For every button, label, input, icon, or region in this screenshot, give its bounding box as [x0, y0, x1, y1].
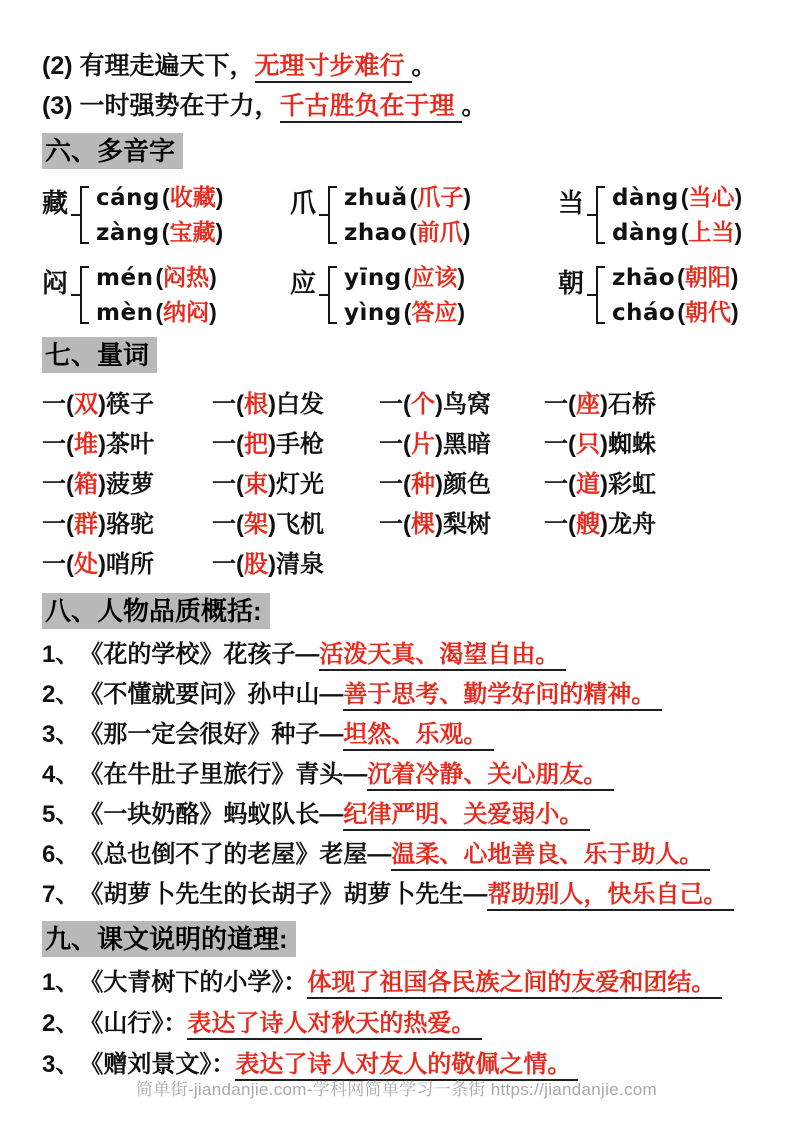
sentence-prefix: (3) 一时强势在于力，	[42, 92, 280, 120]
qa-item	[42, 969, 765, 997]
measure-word: 把	[244, 431, 268, 458]
polyphone-entry	[290, 179, 558, 251]
item-prompt: 《一块奶酪》蚂蚁队长—	[91, 801, 344, 828]
item-prompt: 《大青树下的小学》：	[91, 969, 308, 996]
item-prefix: 一(	[42, 511, 74, 538]
proverb-fill-in-lines	[42, 46, 765, 126]
item-prompt: 《总也倒不了的老屋》老屋—	[91, 841, 392, 868]
reading-line	[344, 181, 471, 214]
measure-word-item	[42, 465, 212, 505]
answer-text: 体现了祖国各民族之间的友爱和团结。	[307, 969, 722, 999]
item-prefix: 一(	[42, 471, 74, 498]
item-prompt: 《山行》：	[91, 1010, 188, 1037]
paren: (	[403, 264, 412, 290]
readings-group	[96, 181, 223, 249]
pinyin: zhāo	[612, 265, 676, 291]
polyphone-entry	[42, 259, 290, 331]
paren: (	[161, 219, 170, 245]
measure-word: 群	[74, 511, 98, 538]
example-word: 当心	[688, 184, 735, 210]
item-number: 2、	[42, 1010, 80, 1037]
measure-word-item	[212, 465, 379, 505]
noun: )龙舟	[600, 511, 656, 538]
answer-text: 活泼天真、渴望自由。	[319, 641, 566, 671]
reading-line	[96, 296, 217, 329]
measure-word-item	[379, 505, 544, 545]
polyphone-entry	[558, 259, 765, 331]
paren: )	[730, 264, 739, 290]
polyphone-entry	[42, 179, 290, 251]
noun: )哨所	[98, 551, 154, 578]
item-prefix: 一(	[544, 511, 576, 538]
pinyin: mèn	[96, 300, 154, 326]
measure-word: 个	[411, 391, 435, 418]
example-word: 爪子	[417, 184, 464, 210]
noun: )菠萝	[98, 471, 154, 498]
paren: (	[680, 184, 689, 210]
noun: )筷子	[98, 391, 154, 418]
reading-line	[344, 296, 465, 329]
item-prefix: 一(	[544, 431, 576, 458]
paren: )	[457, 299, 466, 325]
item-prefix: 一(	[544, 391, 576, 418]
item-prefix: 一(	[212, 391, 244, 418]
measure-word-item	[42, 385, 212, 425]
noun: )颜色	[435, 471, 491, 498]
noun: )石桥	[600, 391, 656, 418]
paren: )	[457, 264, 466, 290]
qa-item	[42, 761, 765, 789]
measure-word: 艘	[576, 511, 600, 538]
item-prefix: 一(	[212, 511, 244, 538]
measure-word: 种	[411, 471, 435, 498]
sentence-line	[42, 46, 765, 86]
answer-text: 温柔、心地善良、乐于助人。	[391, 841, 710, 871]
polyphone-character: 藏	[42, 188, 69, 218]
item-number: 5、	[42, 801, 80, 828]
sentence-suffix: 。	[411, 52, 437, 80]
pinyin: dàng	[612, 220, 679, 246]
answer-text: 千古胜负在于理	[280, 92, 462, 123]
pinyin: yìng	[344, 300, 402, 326]
reading-line	[96, 261, 217, 294]
sentence-line	[42, 86, 765, 126]
paren: )	[209, 264, 217, 290]
item-prefix: 一(	[212, 551, 244, 578]
measure-word-item	[544, 505, 765, 545]
pinyin: dàng	[612, 185, 679, 211]
section6-header: 六、多音字	[42, 133, 183, 169]
reading-line	[612, 216, 742, 249]
reading-line	[612, 181, 742, 214]
example-word: 宝藏	[169, 219, 216, 245]
paren: (	[155, 299, 164, 325]
noun: )彩虹	[600, 471, 656, 498]
item-prefix: 一(	[42, 551, 74, 578]
example-word: 应该	[411, 264, 458, 290]
polyphone-entry	[558, 179, 765, 251]
answer-text: 帮助别人，快乐自己。	[487, 881, 734, 911]
answer-text: 坦然、乐观。	[343, 721, 494, 751]
bracket-shape	[596, 186, 605, 244]
measure-word-item	[212, 425, 379, 465]
pinyin: cháo	[612, 300, 676, 326]
paren: )	[731, 299, 739, 325]
answer-text: 表达了诗人对友人的敬佩之情。	[235, 1051, 578, 1081]
measure-word: 双	[74, 391, 98, 418]
paren: (	[155, 264, 164, 290]
answer-text: 无理寸步难行	[255, 52, 412, 83]
paren: (	[677, 299, 686, 325]
paren: (	[409, 184, 418, 210]
measure-word: 根	[244, 391, 268, 418]
bracket-shape	[80, 186, 89, 244]
item-prefix: 一(	[42, 431, 74, 458]
noun: )骆驼	[98, 511, 154, 538]
paren: )	[215, 219, 224, 245]
item-number: 3、	[42, 721, 80, 748]
example-word: 答应	[411, 299, 458, 325]
measure-word: 道	[576, 471, 600, 498]
pinyin: cáng	[96, 185, 161, 211]
item-number: 6、	[42, 841, 80, 868]
item-prompt: 《花的学校》花孩子—	[91, 641, 320, 668]
item-prompt: 《赠刘景文》：	[91, 1051, 236, 1078]
item-number: 1、	[42, 641, 80, 668]
noun: )白发	[268, 391, 324, 418]
measure-word-item	[212, 505, 379, 545]
measure-word: 架	[244, 511, 268, 538]
item-prompt: 《不懂就要问》孙中山—	[91, 681, 344, 708]
measure-words-grid	[42, 385, 765, 585]
sentence-suffix: 。	[461, 92, 487, 120]
section7-header: 七、量词	[42, 337, 157, 373]
qa-item	[42, 841, 765, 869]
polyphone-character: 闷	[42, 268, 69, 298]
item-prefix: 一(	[544, 471, 576, 498]
pinyin: zàng	[96, 220, 160, 246]
reading-line	[96, 216, 223, 249]
bracket-shape	[328, 266, 337, 324]
answer-text: 善于思考、勤学好问的精神。	[343, 681, 662, 711]
measure-word: 箱	[74, 471, 98, 498]
item-prompt: 《胡萝卜先生的长胡子》胡萝卜先生—	[91, 881, 488, 908]
paren: )	[462, 219, 471, 245]
item-prompt: 《在牛肚子里旅行》青头—	[91, 761, 368, 788]
reading-line	[612, 261, 739, 294]
answer-text: 纪律严明、关爱弱小。	[343, 801, 590, 831]
readings-group	[612, 181, 742, 249]
section9-header: 九、课文说明的道理:	[42, 921, 296, 957]
measure-word: 片	[411, 431, 435, 458]
answer-text: 沉着冷静、关心朋友。	[367, 761, 614, 791]
qa-item	[42, 801, 765, 829]
reading-line	[612, 296, 739, 329]
footer-watermark: 简单街-jiandanjie.com-学科网简单学习一条街 https://jiandanjie.com	[135, 1080, 658, 1099]
paren: )	[734, 184, 743, 210]
pinyin: mén	[96, 265, 154, 291]
measure-word: 棵	[411, 511, 435, 538]
measure-word: 堆	[74, 431, 98, 458]
item-prefix: 一(	[379, 431, 411, 458]
item-prefix: 一(	[379, 511, 411, 538]
paren: (	[409, 219, 417, 245]
paren: )	[463, 184, 472, 210]
measure-word-item	[544, 425, 765, 465]
bracket-shape	[596, 266, 605, 324]
noun: )茶叶	[98, 431, 154, 458]
measure-word-item	[42, 545, 212, 585]
measure-word-item	[379, 465, 544, 505]
lesson-morals-list	[42, 969, 765, 1079]
measure-word: 只	[576, 431, 600, 458]
qa-item	[42, 721, 765, 749]
example-word: 前爪	[416, 219, 463, 245]
polyphone-character: 应	[290, 268, 317, 298]
measure-word-item	[212, 385, 379, 425]
noun: )蜘蛛	[600, 431, 656, 458]
qa-item	[42, 1010, 765, 1038]
qa-item	[42, 681, 765, 709]
noun: )灯光	[268, 471, 324, 498]
paren: )	[209, 299, 217, 325]
measure-word-item	[379, 385, 544, 425]
qa-item	[42, 881, 765, 909]
bracket-shape	[328, 186, 337, 244]
noun: )清泉	[268, 551, 324, 578]
example-word: 上当	[688, 219, 735, 245]
measure-word-item	[212, 545, 379, 585]
qa-item	[42, 641, 765, 669]
character-qualities-list	[42, 641, 765, 909]
reading-line	[344, 216, 471, 249]
item-number: 1、	[42, 969, 80, 996]
polyphone-character: 朝	[558, 268, 585, 298]
noun: )黑暗	[435, 431, 491, 458]
item-prefix: 一(	[42, 391, 74, 418]
measure-word-item	[544, 385, 765, 425]
readings-group	[344, 261, 465, 329]
item-prefix: 一(	[212, 471, 244, 498]
example-word: 朝代	[685, 299, 732, 325]
measure-word: 处	[74, 551, 98, 578]
polyphone-character: 爪	[290, 188, 317, 218]
item-number: 3、	[42, 1051, 80, 1078]
measure-word: 股	[244, 551, 268, 578]
polyphonic-characters-grid	[42, 179, 765, 331]
answer-text: 表达了诗人对秋天的热爱。	[187, 1010, 482, 1040]
item-prefix: 一(	[379, 391, 411, 418]
pinyin: zhao	[344, 220, 408, 246]
readings-group	[612, 261, 739, 329]
polyphone-character: 当	[558, 188, 585, 218]
sentence-prefix: (2) 有理走遍天下，	[42, 52, 255, 80]
item-prefix: 一(	[379, 471, 411, 498]
item-prompt: 《那一定会很好》种子—	[91, 721, 344, 748]
reading-line	[96, 181, 223, 214]
measure-word-item	[544, 465, 765, 505]
example-word: 收藏	[169, 184, 216, 210]
readings-group	[344, 181, 471, 249]
readings-group	[96, 261, 217, 329]
bracket-shape	[80, 266, 89, 324]
example-word: 闷热	[163, 264, 210, 290]
noun: )飞机	[268, 511, 324, 538]
item-number: 4、	[42, 761, 80, 788]
noun: )梨树	[435, 511, 491, 538]
paren: (	[162, 184, 170, 210]
pinyin: yīng	[344, 265, 402, 291]
measure-word-item	[42, 425, 212, 465]
reading-line	[344, 261, 465, 294]
paren: (	[680, 219, 689, 245]
measure-word-item	[379, 425, 544, 465]
noun: )手枪	[268, 431, 324, 458]
pinyin: zhuǎ	[344, 185, 408, 211]
item-prefix: 一(	[212, 431, 244, 458]
section8-header: 八、人物品质概括:	[42, 593, 270, 629]
measure-word: 座	[576, 391, 600, 418]
example-word: 纳闷	[163, 299, 210, 325]
paren: )	[215, 184, 224, 210]
item-number: 2、	[42, 681, 80, 708]
paren: )	[734, 219, 743, 245]
paren: (	[677, 264, 685, 290]
measure-word-item	[42, 505, 212, 545]
example-word: 朝阳	[684, 264, 731, 290]
measure-word: 束	[244, 471, 268, 498]
paren: (	[403, 299, 412, 325]
noun: )鸟窝	[435, 391, 491, 418]
polyphone-entry	[290, 259, 558, 331]
item-number: 7、	[42, 881, 80, 908]
